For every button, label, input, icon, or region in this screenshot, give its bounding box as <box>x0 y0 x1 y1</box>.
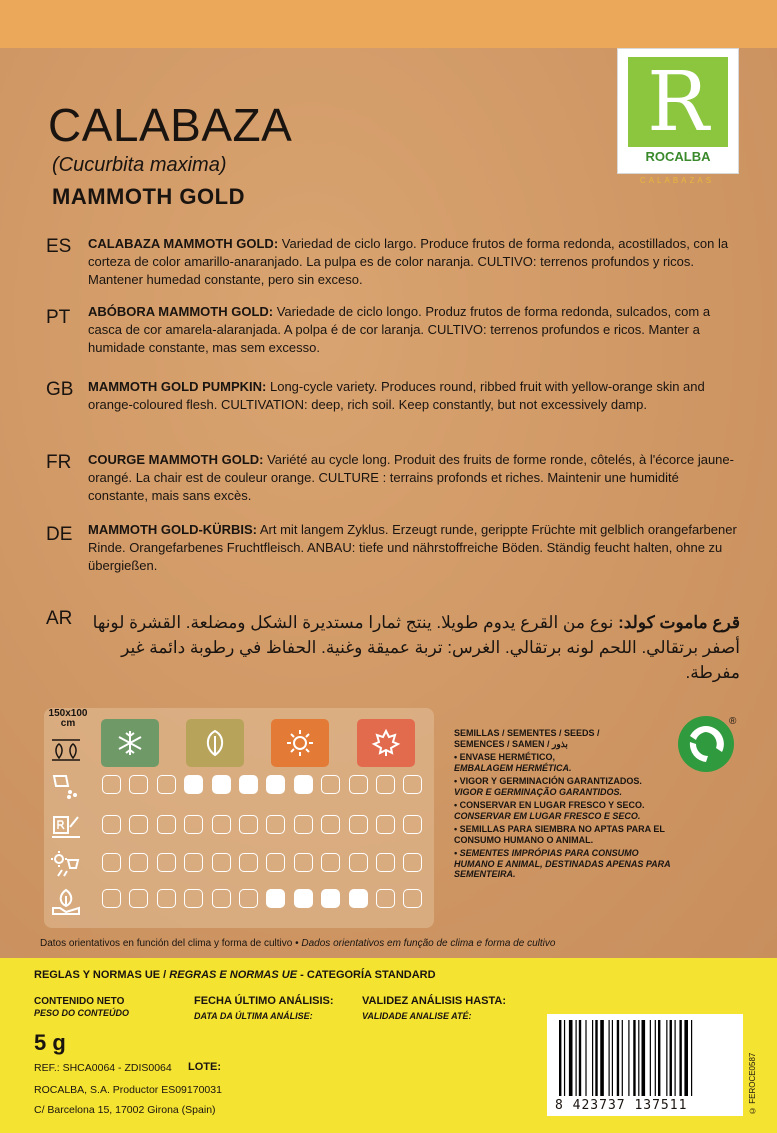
desc-text: Variété au cycle long. Produit des fruits de forme ronde, côtelés, à l'écorce jaune-orangé. La chair est de couleur orange. CULTURE : terrains profonds et riches. Maintenir une humidité constante, mais sans excès. <box>88 452 734 503</box>
barcode-bar <box>576 1020 577 1096</box>
barcode-bar <box>569 1020 573 1096</box>
harvest-icon <box>50 888 82 916</box>
seed-heading-2: SEMENCES / SAMEN / بذور <box>454 738 568 749</box>
calendar-cell <box>376 853 395 872</box>
barcode-bar <box>617 1020 619 1096</box>
description-de <box>88 521 740 575</box>
leaf-icon <box>200 728 230 758</box>
content-label-pt: PESO DO CONTEÚDO <box>34 1008 130 1018</box>
calendar-cell <box>239 815 258 834</box>
calendar-cell <box>212 815 231 834</box>
barcode-bar <box>642 1020 646 1096</box>
desc-lead: قرع ماموت كولد: <box>618 613 740 632</box>
calendar-cell <box>102 853 121 872</box>
calendar-cell <box>321 889 340 908</box>
barcode-bar <box>592 1020 593 1096</box>
calendar-cell <box>321 853 340 872</box>
logo-letter: R <box>628 57 728 147</box>
barcode <box>547 1014 743 1116</box>
plant-spacing-icon <box>50 736 82 764</box>
barcode-bars <box>555 1020 735 1096</box>
calendar-cell <box>129 815 148 834</box>
rules-es: REGLAS Y NORMAS UE <box>34 969 161 981</box>
calendar-cell <box>403 775 422 794</box>
seed-item <box>454 800 674 821</box>
calendar-cell <box>157 775 176 794</box>
calendar-cell <box>184 853 203 872</box>
calendar-cell <box>212 889 231 908</box>
calendar-cell <box>349 775 368 794</box>
top-orange-band <box>0 0 777 48</box>
barcode-bar <box>622 1020 623 1096</box>
eu-rules <box>34 969 436 981</box>
seed-item <box>454 752 674 773</box>
validity-label-pt: VALIDADE ANALISE ATÉ: <box>362 1011 472 1021</box>
calendar-cell <box>102 815 121 834</box>
barcode-bar <box>595 1020 597 1096</box>
barcode-number: 8 423737 137511 <box>555 1098 688 1113</box>
logo-name: ROCALBA <box>645 149 711 164</box>
season-autumn <box>357 719 415 767</box>
description-gb <box>88 378 740 414</box>
company: ROCALBA, S.A. Productor ES09170031 <box>34 1084 222 1096</box>
maple-leaf-icon <box>371 728 401 758</box>
calendar-cell <box>376 775 395 794</box>
logo-subtitle: CALABAZAS <box>639 176 715 185</box>
barcode-bar <box>585 1020 586 1096</box>
barcode-bar <box>670 1020 672 1096</box>
lang-code-de: DE <box>46 524 73 545</box>
logo-box <box>617 48 739 174</box>
desc-text: Variedade de ciclo longo. Produz frutos de forma redonda, sulcados, com a casca de cor amarela-alaranjada. A polpa é de cor laranja. CULTIVO: terrenos profundos e ricos. Manter a humidade constante, mas sem excesso. <box>88 304 711 355</box>
brand-logo <box>617 48 737 188</box>
net-weight: 5 g <box>34 1030 66 1055</box>
analysis-label: FECHA ÚLTIMO ANÁLISIS: <box>194 995 334 1007</box>
calendar-cell <box>184 889 203 908</box>
calendar-cell <box>403 889 422 908</box>
calendar-cell <box>184 775 203 794</box>
barcode-bar <box>633 1020 635 1096</box>
calendar-cell <box>102 775 121 794</box>
season-summer <box>271 719 329 767</box>
barcode-bar <box>679 1020 681 1096</box>
description-ar <box>88 610 740 685</box>
desc-lead: MAMMOTH GOLD PUMPKIN: <box>88 379 267 394</box>
seed-item <box>454 824 674 845</box>
rules-pt: REGRAS E NORMAS UE <box>169 969 298 981</box>
address: C/ Barcelona 15, 17002 Girona (Spain) <box>34 1104 216 1116</box>
calendar-cell <box>129 853 148 872</box>
note-pt: Dados orientativos em função de clima e forma de cultivo <box>298 938 556 949</box>
snowflake-icon <box>115 728 145 758</box>
lot-label: LOTE: <box>188 1061 221 1073</box>
product-title: CALABAZA <box>48 99 293 151</box>
barcode-bar <box>675 1020 676 1096</box>
variety-name: MAMMOTH GOLD <box>52 184 245 209</box>
barcode-bar <box>628 1020 629 1096</box>
calendar-cell <box>212 775 231 794</box>
rules-category: - CATEGORÍA STANDARD <box>297 969 436 981</box>
calendar-cell <box>129 775 148 794</box>
calendar-cell <box>294 815 313 834</box>
sun-icon <box>285 728 315 758</box>
barcode-bar <box>600 1020 604 1096</box>
desc-lead: COURGE MAMMOTH GOLD: <box>88 452 264 467</box>
desc-lead: ABÓBORA MAMMOTH GOLD: <box>88 304 274 319</box>
seed-item-pt: VIGOR E GERMINAÇÃO GARANTIDOS. <box>454 786 623 797</box>
lang-code-pt: PT <box>46 307 71 328</box>
desc-lead: CALABAZA MAMMOTH GOLD: <box>88 236 279 251</box>
calendar-cell <box>321 815 340 834</box>
desc-text: Long-cycle variety. Produces round, ribbed fruit with yellow-orange skin and orange-coloured flesh. CULTIVATION: deep, rich soil. Keep constantly, but not excessively damp. <box>88 379 705 412</box>
side-code: © FEROCE0587 <box>748 1052 757 1115</box>
note-es: Datos orientativos en función del clima y forma de cultivo • <box>40 938 299 949</box>
calendar-cell <box>349 889 368 908</box>
spacing-label: 150x100 cm <box>48 708 88 729</box>
calendar-cell <box>239 775 258 794</box>
seed-item-pt: • SEMENTES IMPRÓPIAS PARA CONSUMO HUMANO E ANIMAL, DESTINADAS APENAS PARA SEMENTEIRA. <box>454 848 671 879</box>
calendar-cell <box>102 889 121 908</box>
barcode-bar <box>684 1020 688 1096</box>
calendar-cell <box>129 889 148 908</box>
calendar-cell <box>239 889 258 908</box>
calendar-cell <box>294 775 313 794</box>
barcode-bar <box>559 1020 561 1096</box>
seed-item <box>454 776 674 797</box>
desc-text: Variedad de ciclo largo. Produce frutos de forma redonda, acostillados, con la corteza de color amarillo-anaranjado. La pulpa es de color naranja. CULTIVO: terrenos profundos y ricos. Mantener humedad constante, pero sin exceso. <box>88 236 729 287</box>
desc-text: نوع من القرع يدوم طويلا. ينتج ثمارا مستديرة الشكل ومضلعة. القشرة لونها أصفر برتقالي. اللحم لونه برتقالي. الغرس: تربة عميقة وغنية. الحفاظ في رطوبة دائمة غير مفرطة. <box>92 613 740 682</box>
description-fr <box>88 451 740 505</box>
calendar-cell <box>266 775 285 794</box>
seed-item-es: • SEMILLAS PARA SIEMBRA NO APTAS PARA EL CONSUMO HUMANO O ANIMAL. <box>454 824 665 845</box>
lang-code-es: ES <box>46 236 72 257</box>
lang-code-gb: GB <box>46 379 74 400</box>
calendar-cell <box>266 815 285 834</box>
reference: REF.: SHCA0064 - ZDIS0064 <box>34 1062 172 1074</box>
calendar-cell <box>403 815 422 834</box>
guidance-note <box>40 938 555 949</box>
seed-item-pt: EMBALAGEM HERMÉTICA. <box>454 762 572 773</box>
calendar-cell <box>349 815 368 834</box>
barcode-bar <box>655 1020 656 1096</box>
calendar-cell <box>321 775 340 794</box>
calendar-cell <box>376 815 395 834</box>
barcode-bar <box>658 1020 660 1096</box>
seed-item-pt: CONSERVAR EM LUGAR FRESCO E SECO. <box>454 810 641 821</box>
seed-item <box>454 848 674 880</box>
barcode-bar <box>638 1020 639 1096</box>
sowing-icon <box>50 772 82 800</box>
transplant-icon <box>50 850 82 878</box>
seed-item-es: • ENVASE HERMÉTICO, <box>454 752 555 762</box>
lang-code-ar: AR <box>46 608 73 629</box>
calendar-cell <box>266 853 285 872</box>
latin-name: (Cucurbita maxima) <box>52 154 227 176</box>
seed-item-es: • VIGOR Y GERMINACIÓN GARANTIZADOS. <box>454 776 642 786</box>
calendar-cell <box>349 853 368 872</box>
calendar-cell <box>403 853 422 872</box>
description-es <box>88 235 740 289</box>
seed-info <box>454 728 674 880</box>
registered-mark: ® <box>729 716 737 727</box>
barcode-bar <box>691 1020 692 1096</box>
lang-code-fr: FR <box>46 452 72 473</box>
season-winter <box>101 719 159 767</box>
calendar-cell <box>239 853 258 872</box>
desc-lead: MAMMOTH GOLD-KÜRBIS: <box>88 522 257 537</box>
barcode-bar <box>609 1020 610 1096</box>
calendar-cell <box>294 889 313 908</box>
content-label: CONTENIDO NETO <box>34 996 125 1007</box>
barcode-bar <box>612 1020 613 1096</box>
calendar-cell <box>157 815 176 834</box>
seed-item-es: • CONSERVAR EN LUGAR FRESCO Y SECO. <box>454 800 645 810</box>
desc-text: Art mit langem Zyklus. Erzeugt runde, gerippte Früchte mit gelblich orangefarbener Rinde. Orangefarbenes Fruchtfleisch. ANBAU: tiefe und nährstoffreiche Böden. Ständig feucht halten, ohne zu übergießen. <box>88 522 737 573</box>
calendar-cell <box>184 815 203 834</box>
calendar-cell <box>376 889 395 908</box>
seedbed-icon <box>50 813 82 841</box>
barcode-bar <box>666 1020 667 1096</box>
description-pt <box>88 303 740 357</box>
seed-heading-1: SEMILLAS / SEMENTES / SEEDS / <box>454 728 600 738</box>
barcode-bar <box>564 1020 565 1096</box>
green-dot-icon <box>678 716 737 772</box>
calendar-cell <box>294 853 313 872</box>
calendar-cell <box>266 889 285 908</box>
calendar-cell <box>157 889 176 908</box>
analysis-label-pt: DATA DA ÚLTIMA ANÁLISE: <box>194 1011 313 1021</box>
season-spring <box>186 719 244 767</box>
calendar-cell <box>157 853 176 872</box>
barcode-bar <box>650 1020 651 1096</box>
calendar-cell <box>212 853 231 872</box>
rules-separator: / <box>160 969 170 981</box>
barcode-bar <box>579 1020 581 1096</box>
validity-label: VALIDEZ ANÁLISIS HASTA: <box>362 995 507 1007</box>
